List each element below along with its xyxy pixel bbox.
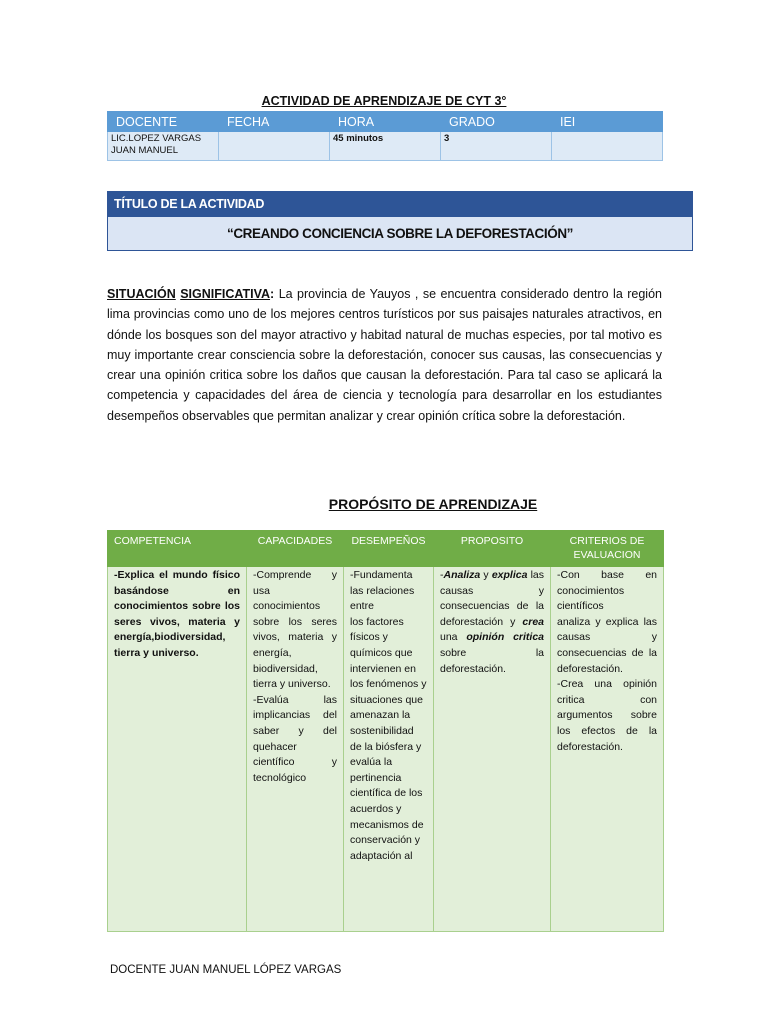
header-hora: HORA xyxy=(330,112,441,132)
situation-text: La provincia de Yauyos , se encuentra considerado dentro la región lima provincias como uno de los mejores centros turísticos por sus paisajes naturales atractivos, en dónde los bosques son del mayor atractivo y habitad natural de muchas especies, por tal motivo es muy importante crear consciencia sobre la deforestación, conocer sus causas, las consecuencias y crear una opinión critica sobre los daños que causan la deforestación. Para tal caso se aplicará la competencia y capacidades del área de ciencia y tecnología para desarrollar en los estudiantes desempeños observables que permitan analizar y crear opinión crítica sobre la deforestación. xyxy=(107,287,662,423)
proposito-part-4: una xyxy=(440,631,467,644)
proposito-part-5: sobre la deforestación. xyxy=(440,646,544,675)
proposito-part-1: - xyxy=(440,569,444,581)
info-table-header-row xyxy=(108,112,663,132)
docente-line-1: LIC.LOPEZ VARGAS xyxy=(111,133,202,144)
desempeno-4: evalúa la pertinencia científica de los acuerdos y mecanismos de conservación y adaptación al xyxy=(350,756,424,862)
cell-hora: 45 minutos xyxy=(330,132,441,161)
cell-competencia: -Explica el mundo físico basándose en conocimientos sobre los seres vivos, materia y energía,biodiversidad, tierra y universo. xyxy=(108,567,247,932)
document-title: ACTIVIDAD DE APRENDIZAJE DE CYT 3° xyxy=(261,94,507,108)
header-fecha: FECHA xyxy=(219,112,330,132)
proposito-analiza: Analiza xyxy=(443,569,481,581)
purpose-title: PROPÓSITO DE APRENDIZAJE xyxy=(328,496,538,512)
header-docente: DOCENTE xyxy=(108,112,219,132)
header-grado: GRADO xyxy=(441,112,552,132)
activity-title: “CREANDO CONCIENCIA SOBRE LA DEFORESTACIÓN” xyxy=(108,217,692,250)
cell-criterios xyxy=(551,567,664,932)
header-proposito: PROPOSITO xyxy=(434,531,551,567)
proposito-explica: explica xyxy=(491,569,528,581)
proposito-part-3: las causas y consecuencias de la deforestación y xyxy=(440,569,544,628)
proposito-opinion-critica: opinión critica xyxy=(466,631,544,644)
activity-title-header: TÍTULO DE LA ACTIVIDAD xyxy=(108,192,692,217)
info-table xyxy=(107,111,663,161)
situation-paragraph: SITUACIÓN SIGNIFICATIVA: La provincia de Yauyos , se encuentra considerado dentro la región lima provincias como uno de los mejores centros turísticos por sus paisajes naturales atractivos, en dónde los bosques son del mayor atractivo y habitad natural de muchas especies, por tal motivo es muy importante crear consciencia sobre la deforestación, conocer sus causas, las consecuencias y crear una opinión critica sobre los daños que causan la deforestación. Para tal caso se aplicará la competencia y capacidades del área de ciencia y tecnología para desarrollar en los estudiantes desempeños observables que permitan analizar y crear opinión crítica sobre la deforestación. xyxy=(107,287,662,423)
desempeno-3: situaciones que amenazan la sostenibilidad de la biósfera y xyxy=(350,693,423,753)
header-criterios: CRITERIOS DE EVALUACION xyxy=(551,531,664,567)
proposito-crea: crea xyxy=(522,615,544,628)
header-capacidades: CAPACIDADES xyxy=(247,531,344,567)
activity-title-box xyxy=(107,191,693,251)
purpose-table xyxy=(107,530,664,932)
criterio-2: analiza y explica las causas y consecuencias de la deforestación. xyxy=(557,615,657,675)
capacidad-1: -Comprende y usa conocimientos sobre los seres vivos, materia y energía, biodiversidad, tierra y universo. xyxy=(253,569,337,691)
footer-teacher: DOCENTE JUAN MANUEL LÓPEZ VARGAS xyxy=(110,964,342,976)
purpose-header-row xyxy=(108,531,664,567)
cell-desempenos xyxy=(344,567,434,932)
cell-iei xyxy=(552,132,663,161)
criterio-1: -Con base en conocimientos científicos xyxy=(557,569,657,613)
docente-line-2: JUAN MANUEL xyxy=(111,145,179,156)
capacidad-2: -Evalúa las implicancias del saber y del quehacer científico y tecnológico xyxy=(253,693,337,784)
header-competencia: COMPETENCIA xyxy=(108,531,247,567)
info-table-row xyxy=(108,132,663,161)
desempeno-1: -Fundamenta las relaciones entre xyxy=(350,569,415,613)
situation-label-2: SIGNIFICATIVA xyxy=(180,287,271,301)
cell-grado: 3 xyxy=(441,132,552,161)
cell-docente xyxy=(108,132,219,161)
purpose-row xyxy=(108,567,664,932)
header-iei: IEI xyxy=(552,112,663,132)
criterio-3: -Crea una opinión critica con argumentos sobre los efectos de la deforestación. xyxy=(557,678,657,753)
cell-fecha xyxy=(219,132,330,161)
cell-capacidades xyxy=(247,567,344,932)
header-desempenos: DESEMPEÑOS xyxy=(344,531,434,567)
desempeno-2: los factores físicos y químicos que intervienen en los fenómenos y xyxy=(350,615,427,691)
cell-proposito xyxy=(434,567,551,932)
proposito-part-2: y xyxy=(480,569,492,581)
situation-label-1: SITUACIÓN xyxy=(107,287,176,301)
